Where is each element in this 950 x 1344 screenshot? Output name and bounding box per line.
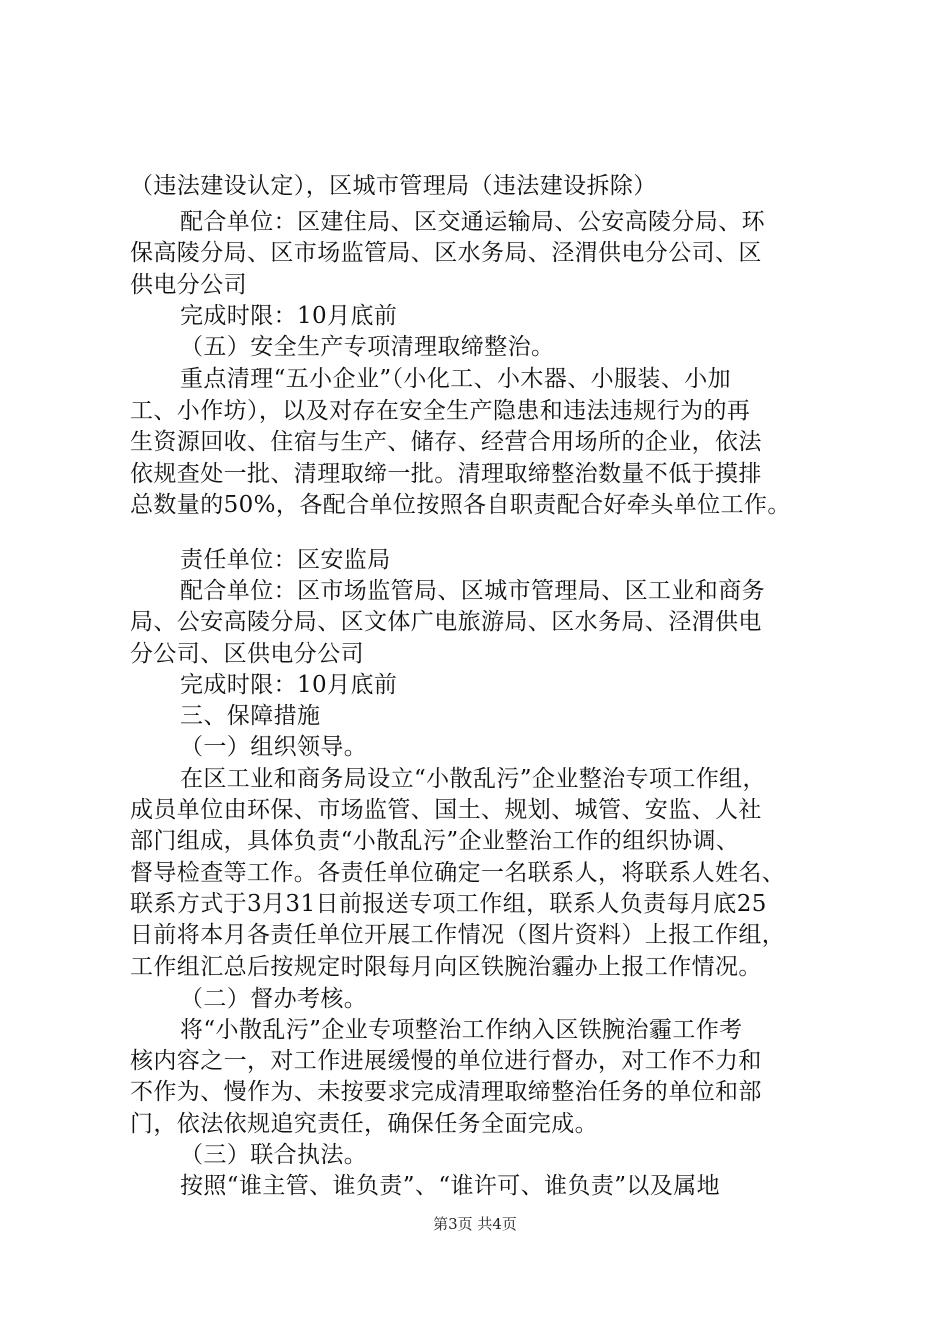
text-line: 工、小作坊），以及对存在安全生产隐患和违法违规行为的再 (130, 398, 751, 424)
text-line: 生资源回收、住宿与生产、储存、经营合用场所的企业，依法 (130, 429, 762, 455)
text-line: 责任单位：区安监局 (180, 547, 391, 573)
text-line: 将“小散乱污”企业专项整治工作纳入区铁腕治霾工作考 (180, 1017, 743, 1043)
text-line: 分公司、区供电分公司 (130, 641, 364, 667)
text-line: （二）督办考核。 (180, 986, 368, 1012)
text-line: 按照“谁主管、谁负责”、“谁许可、谁负责”以及属地 (180, 1173, 721, 1199)
text-line: 重点清理“五小企业”（小化工、小木器、小服装、小加 (180, 366, 732, 392)
text-line: 日前将本月各责任单位开展工作情况（图片资料）上报工作组， (130, 922, 786, 948)
text-line: 完成时限：10月底前 (180, 672, 398, 698)
text-line: 督导检查等工作。各责任单位确定一名联系人，将联系人姓名、 (130, 860, 786, 886)
text-line: 不作为、慢作为、未按要求完成清理取缔整治任务的单位和部 (130, 1079, 762, 1105)
text-line: 联系方式于3月31日前报送专项工作组，联系人负责每月底25 (130, 891, 767, 917)
text-line: 总数量的50%，各配合单位按照各自职责配合好牵头单位工作。 (130, 492, 791, 518)
text-line: 局、公安高陵分局、区文体广电旅游局、区水务局、泾渭供电 (130, 609, 762, 635)
text-line: 部门组成，具体负责“小散乱污”企业整治工作的组织协调、 (130, 828, 740, 854)
text-line: 在区工业和商务局设立“小散乱污”企业整治专项工作组， (180, 766, 766, 792)
text-line: 配合单位：区建住局、区交通运输局、公安高陵分局、环 (180, 209, 765, 235)
text-line: 依规查处一批、清理取缔一批。清理取缔整治数量不低于摸排 (130, 461, 762, 487)
text-line: （一）组织领导。 (180, 734, 368, 760)
text-line: 配合单位：区市场监管局、区城市管理局、区工业和商务 (180, 578, 765, 604)
text-line: （违法建设认定），区城市管理局（违法建设拆除） (130, 173, 657, 199)
text-line: 核内容之一，对工作进展缓慢的单位进行督办，对工作不力和 (130, 1048, 762, 1074)
text-line: 保高陵分局、区市场监管局、区水务局、泾渭供电分公司、区 (130, 240, 762, 266)
text-line: 供电分公司 (130, 272, 247, 298)
text-line: （三）联合执法。 (180, 1142, 368, 1168)
page-footer: 第3页 共4页 (433, 1215, 517, 1233)
text-line: 三、保障措施 (180, 703, 321, 729)
text-line: 工作组汇总后按规定时限每月向区铁腕治霾办上报工作情况。 (130, 954, 762, 980)
text-line: 成员单位由环保、市场监管、国土、规划、城管、安监、人社 (130, 797, 762, 823)
text-line: 完成时限：10月底前 (180, 303, 398, 329)
text-line: 门，依法依规追究责任，确保任务全面完成。 (130, 1111, 598, 1137)
text-line: （五）安全生产专项清理取缔整治。 (180, 334, 555, 360)
